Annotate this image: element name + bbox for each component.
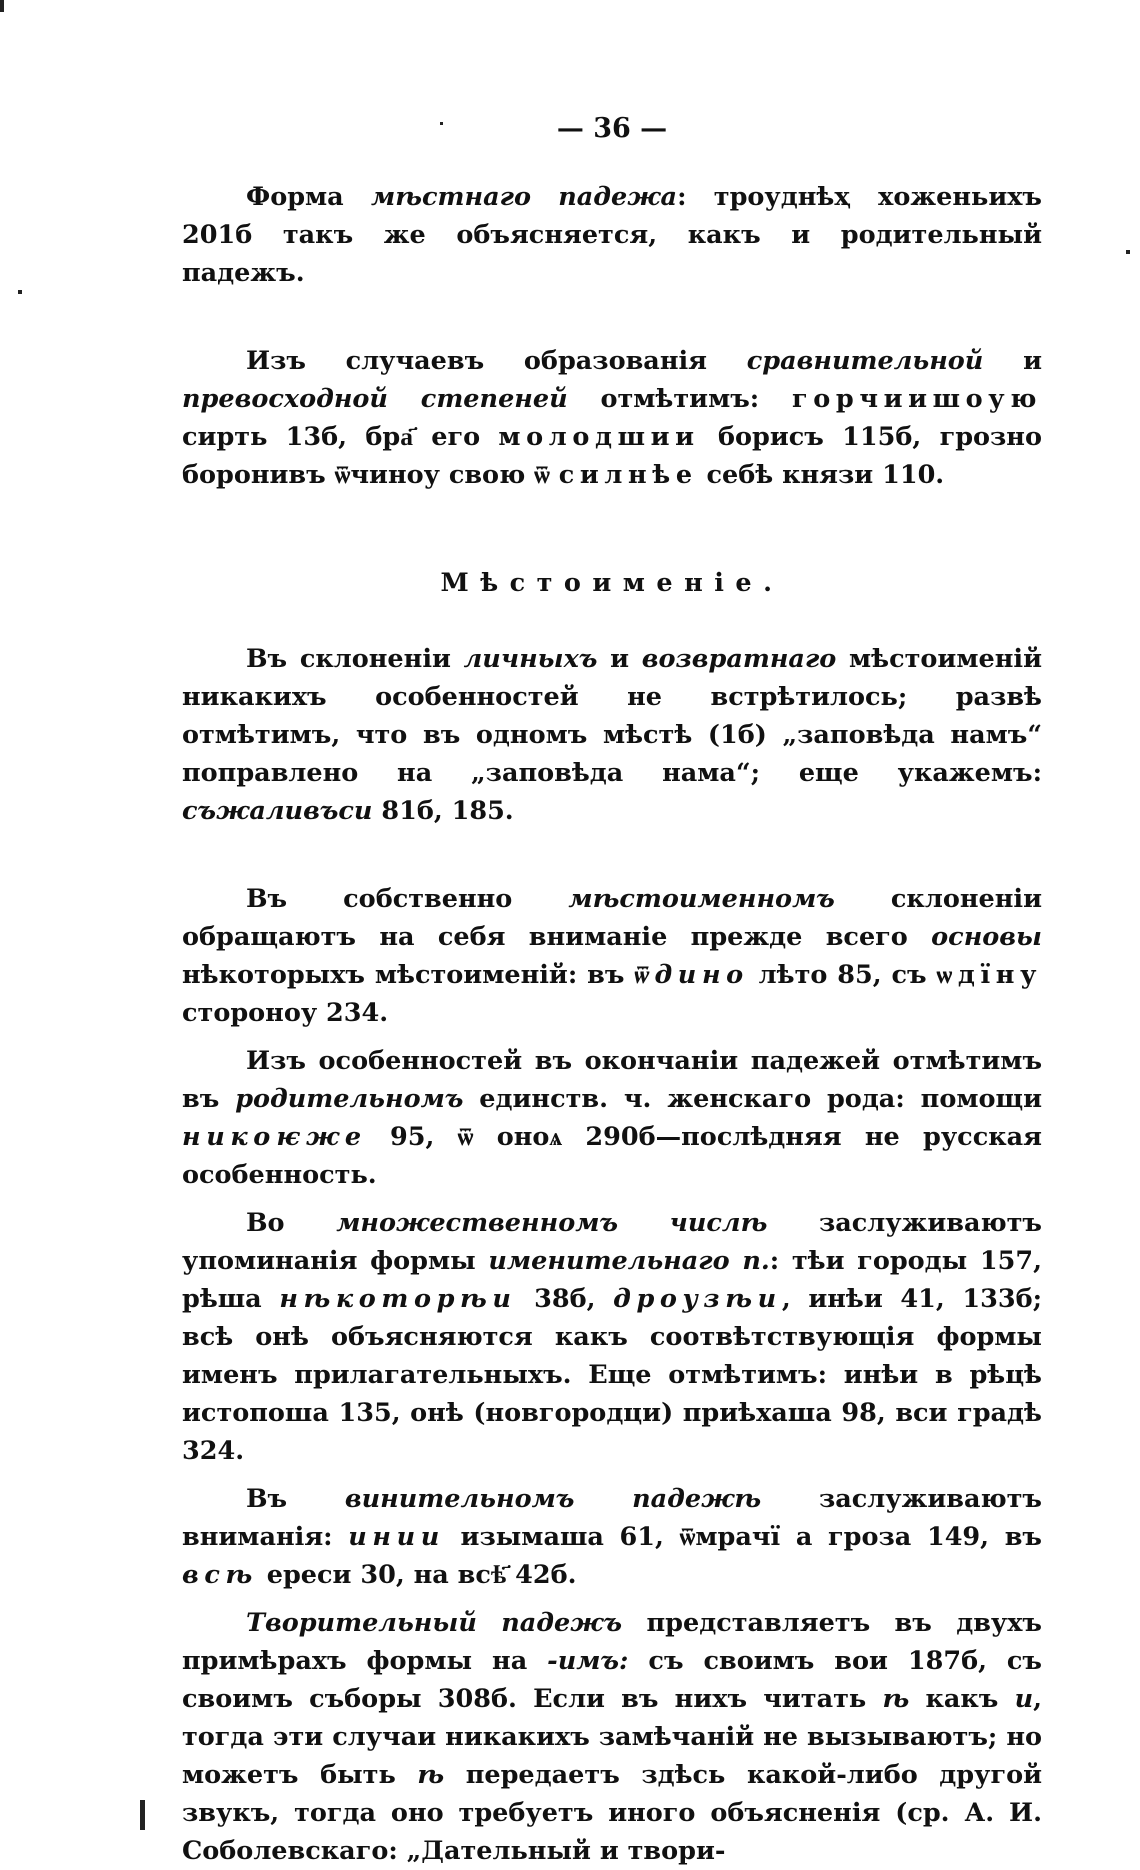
scan-bottom-mark — [140, 1800, 145, 1830]
paragraph-accusative: Въ винительномъ падежѣ заслуживаютъ вниманія: инии изымаша 61, ѿмрачї а гроза 149, въ всѣ ереси 30, на всѣ҃ 42б. — [182, 1484, 1042, 1590]
page-body — [182, 110, 1042, 1870]
paragraph-plural: Во множественномъ числѣ заслуживаютъ упоминанія формы именительнаго п.: тѣи городы 157, рѣша нѣкоторѣи 38б, дроузѣи, инѣи 41, 133б; всѣ онѣ объясняются какъ соотвѣтствующія формы именъ прилагательныхъ. Еще отмѣтимъ: инѣи в рѣцѣ истопоша 135, онѣ (новгородци) приѣхаша 98, вси градѣ 324. — [182, 1208, 1043, 1466]
paragraph-comparison: Изъ случаевъ образованія сравнительной и превосходной степеней отмѣтимъ: горчиишоую сирть 13б, бра҃ его молодшии борисъ 115б, грозно боронивъ ѿчиноу свою ѿ силнѣе себѣ князи 110. — [182, 346, 1042, 490]
section-heading: Мѣстоименіе. — [440, 568, 784, 598]
paragraph-pronominal-declension: Въ собственно мѣстоименномъ склоненіи обращаютъ на себя вниманіе прежде всего основы нѣкоторыхъ мѣстоименій: въ ѿдино лѣто 85, съ ѡдїну стороноу 234. — [182, 884, 1042, 1028]
paragraph-genitive: Изъ особенностей въ окончаніи падежей отмѣтимъ въ родительномъ единств. ч. женскаго рода: помощи никоѥже 95, ѿ оноѧ 290б—послѣдняя не русская особенность. — [182, 1046, 1042, 1190]
page-number: — 36 — — [556, 113, 668, 144]
scan-dot-mark — [18, 290, 22, 294]
paragraph-instrumental: Творительный падежъ представляетъ въ двухъ примѣрахъ формы на -имъ: съ своимъ вои 187б, съ своимъ съборы 308б. Если въ нихъ читать ѣ какъ и, тогда эти случаи никакихъ замѣчаній не вызываютъ; но можетъ быть ѣ передаетъ здѣсь какой-либо другой звукъ, тогда оно требуетъ иного объясненія (ср. А. И. Соболевскаго: „Дательный и твори- — [182, 1608, 1043, 1866]
paragraph-personal-pronouns: Въ склоненіи личныхъ и возвратнаго мѣстоименій никакихъ особенностей не встрѣтилось; развѣ отмѣтимъ, что въ одномъ мѣстѣ (1б) „заповѣда намъ“ поправлено на „заповѣда нама“; еще укажемъ: съжаливъси 81б, 185. — [182, 644, 1042, 826]
scan-dot-mark — [1126, 250, 1130, 254]
scan-edge-mark — [0, 0, 4, 12]
paragraph-locative: Форма мѣстнаго падежа: троуднѣҳ хоженьихъ 201б такъ же объясняется, какъ и родительный падежъ. — [182, 182, 1042, 288]
